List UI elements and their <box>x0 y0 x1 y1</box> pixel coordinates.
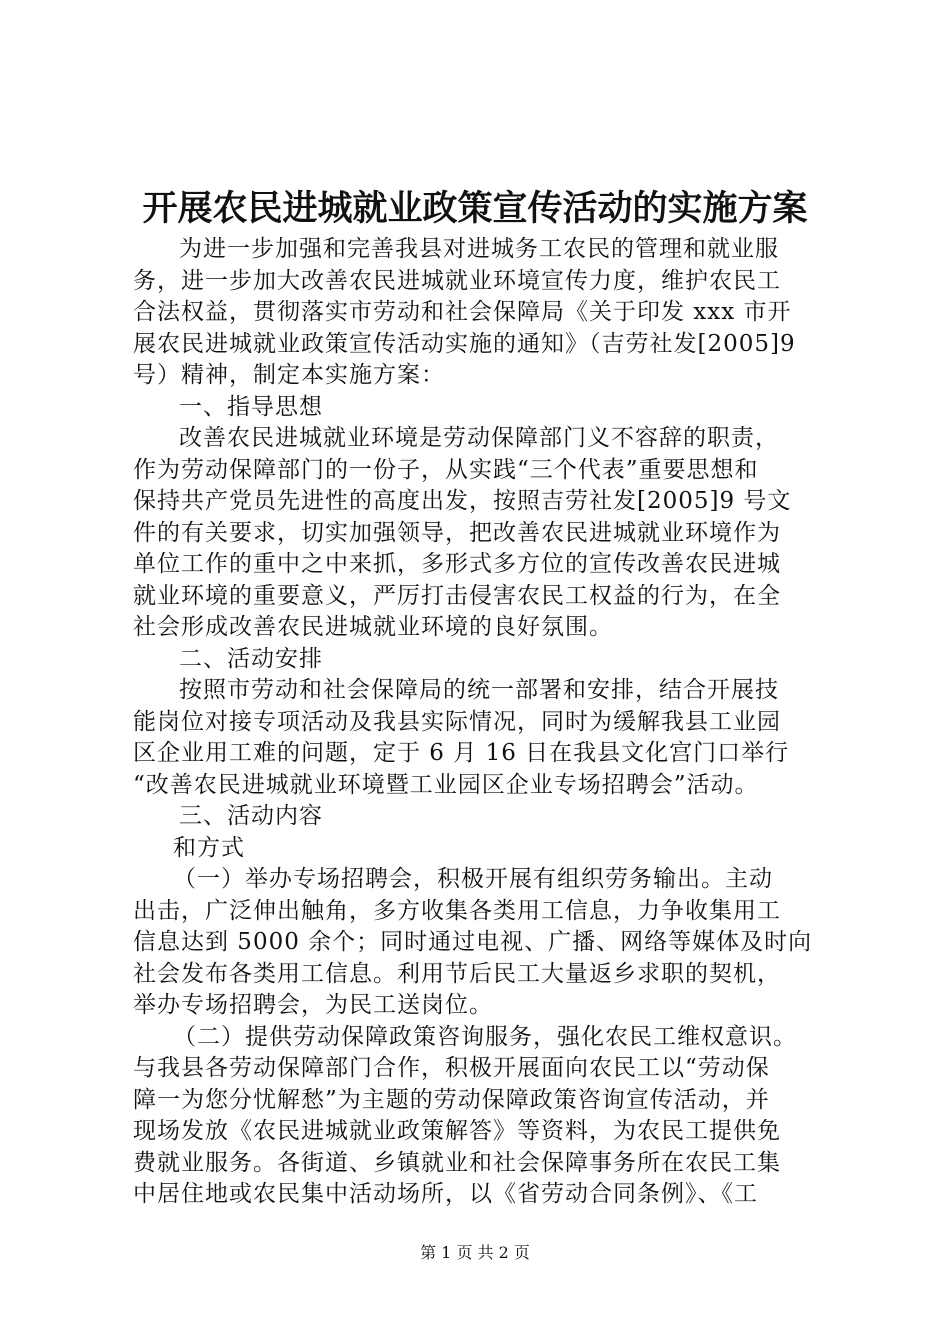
paragraph-line: 区企业用工难的问题，定于 6 月 16 日在我县文化宫门口举行 <box>133 740 790 766</box>
paragraph-line: 改善农民进城就业环境是劳动保障部门义不容辞的职责， <box>179 425 779 451</box>
paragraph-line: 就业环境的重要意义，严厉打击侵害农民工权益的行为，在全 <box>133 582 781 609</box>
paragraph-line: 与我县各劳动保障部门合作，积极开展面向农民工以“劳动保 <box>133 1055 770 1081</box>
paragraph-line: 社会形成改善农民进城就业环境的良好氛围。 <box>133 614 613 640</box>
paragraph-line: 合法权益，贯彻落实市劳动和社会保障局《关于印发 xxx 市开 <box>133 299 792 325</box>
paragraph-line: 为进一步加强和完善我县对进城务工农民的管理和就业服 <box>179 236 779 262</box>
document-body <box>133 234 863 1211</box>
paragraph-line: “改善农民进城就业环境暨工业园区企业专场招聘会”活动。 <box>133 771 759 798</box>
paragraph-line: 按照市劳动和社会保障局的统一部署和安排，结合开展技 <box>179 677 779 703</box>
paragraph-line: 务，进一步加大改善农民进城就业环境宣传力度，维护农民工 <box>133 267 781 294</box>
paragraph-line: 社会发布各类用工信息。利用节后民工大量返乡求职的契机， <box>133 960 781 987</box>
paragraph-line: 件的有关要求，切实加强领导，把改善农民进城就业环境作为 <box>133 519 781 546</box>
paragraph-line: 号）精神，制定本实施方案： <box>133 362 445 388</box>
paragraph-line: 出击，广泛伸出触角，多方收集各类用工信息，力争收集用工 <box>133 897 781 924</box>
paragraph-line: 费就业服务。各街道、乡镇就业和社会保障事务所在农民工集 <box>133 1149 781 1176</box>
paragraph-line: 中居住地或农民集中活动场所，以《省劳动合同条例》、《工 <box>133 1181 758 1207</box>
paragraph-line: 举办专场招聘会，为民工送岗位。 <box>133 992 493 1018</box>
paragraph-line: 作为劳动保障部门的一份子，从实践“三个代表”重要思想和 <box>133 456 759 483</box>
section-heading: 三、活动内容 <box>179 803 323 829</box>
page-indicator: 第 1 页 共 2 页 <box>420 1243 530 1262</box>
paragraph-line: 保持共产党员先进性的高度出发，按照吉劳社发[2005]9 号文 <box>133 488 792 514</box>
section-heading: 和方式 <box>173 834 245 861</box>
section-heading: 一、指导思想 <box>179 393 323 420</box>
document-title: 开展农民进城就业政策宣传活动的实施方案 <box>142 188 808 229</box>
paragraph-line: 障一为您分忧解愁”为主题的劳动保障政策咨询宣传活动，并 <box>133 1086 770 1113</box>
paragraph-line: 单位工作的重中之中来抓，多形式多方位的宣传改善农民进城 <box>133 551 781 577</box>
paragraph-line: 能岗位对接专项活动及我县实际情况，同时为缓解我县工业园 <box>133 708 781 735</box>
paragraph-line: 信息达到 5000 余个；同时通过电视、广播、网络等媒体及时向 <box>133 929 813 955</box>
paragraph-line: （一）举办专场招聘会，积极开展有组织劳务输出。主动 <box>173 866 773 892</box>
paragraph-line: （二）提供劳动保障政策咨询服务，强化农民工维权意识。 <box>173 1023 797 1050</box>
paragraph-line: 展农民进城就业政策宣传活动实施的通知》（吉劳社发[2005]9 <box>133 330 796 357</box>
paragraph-line: 现场发放《农民进城就业政策解答》等资料，为农民工提供免 <box>133 1118 781 1144</box>
section-heading: 二、活动安排 <box>179 645 323 672</box>
